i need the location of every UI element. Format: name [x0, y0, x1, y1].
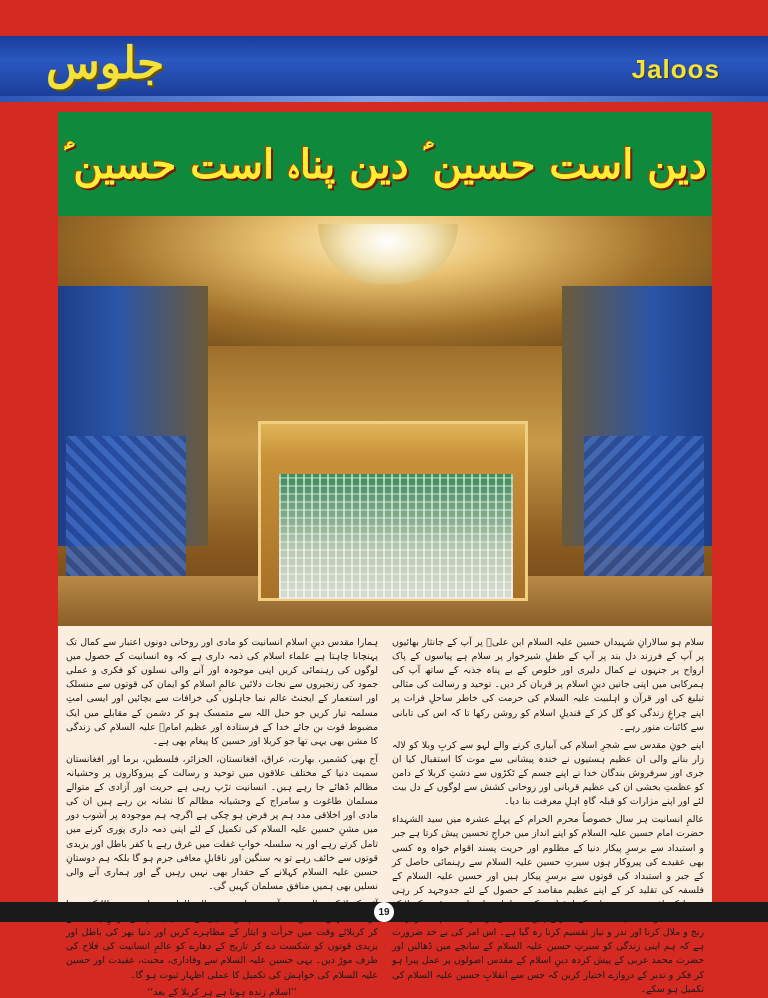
- tiled-wall-right: [562, 286, 712, 546]
- closing-quote: ’’اسلام زندہ ہوتا ہے ہر کربلا کے بعد‘‘: [147, 986, 297, 998]
- paragraph: عالمِ انسانیت ہر سال خصوصاً محرم الحرام کے پہلے عشرہ میں سید الشہداء حضرت امام حسین علیہ السلام کو اپنے انداز میں خراجِ تحسین پیش کرتا ہے جبر و استبداد سے برسرِ پیکار دنیا کے مظلوم اور حریت پسند اقوام خواہ وہ کسی بھی عقیدے کی پیروکار ہوں سیرتِ حسین علیہ السلام سے رہنمائی حاصل کر کے جبر و استبداد کی قوتوں سے برسرِ پیکار ہیں اور حسین علیہ السلام کے فلسفہ کی تقلید کر کے اپنے عظیم مقاصد کے حصول کے لئے جدوجہد کر رہی رنج و ملال کرنا اور نذر و نیاز تقسیم کرنا رہ گیا ہے۔ اس امر کی بے حد ضرورت ہے کہ ہم اپنی زندگی کو سیرتِ حسین علیہ السلام کے سانچے میں ڈھالیں اور حضرت محمد عربی کے پیش کردہ دینِ اسلام کے مقدس اصولوں پر عمل پیرا ہو کر فکر و تدبر کے دروازے اختیار کریں کہ جس سے انقلابِ حسین علیہ السلام کی تکمیل ہو سکے۔: [392, 814, 704, 995]
- article-column-right: [392, 636, 704, 995]
- header-divider: [0, 96, 768, 102]
- shrine-zarih: [258, 421, 528, 601]
- calligraphy-tiles-right: [584, 436, 704, 596]
- shrine-photo: [58, 216, 712, 626]
- article-column-left: [66, 636, 378, 998]
- title-banner: [58, 112, 712, 216]
- page-number: 19: [374, 902, 394, 922]
- banner-title: دین است حسین ؑ دین پناہ است حسین ؑ: [63, 140, 707, 188]
- paragraph: کر کربلائے وقت میں جرأت و ایثار کے مظاہرے کریں اور دنیا بھر کی باطل اور یزیدی قوتوں کو شکست دے کر تاریخ کے دھارے کو عالمِ انسانیت کی فلاح کی طرف موڑ دیں۔ یہی حسین علیہ السلام سے وفاداری، محبت، عقیدت اور حسین علیہ السلام کی خواہش کی تکمیل کا عملی اظہار ثبوت ہو گا۔: [66, 927, 378, 981]
- paragraph: سلام ہو سالارانِ شہیداں حسین علیہ السلام ابن علیؑ پر آپ کے جانثار بھائیوں پر آپ کے فرزند دل بند پر آپ کے طفلِ شیرخوار پر سلام ہے پیاسوں کے پاک ارواح پر جنہوں نے کمال دلیری اور خلوص کے بے پناہ جذبہ کے ساتھ آپ کی ہمرکابی میں اپنی جانیں دینِ اسلام پر قربان کر دیں۔ توحید و رسالت کی مثالی تبلیغ کی اور قرآن و اہلبیت علیہ السلام کی حرمت کی خاطر ساحلِ فرات پر اپنے چراغِ زندگی کو گل کر کے قندیلِ اسلام کو روشن رکھا تا کہ اس کی تابانی سے کائنات منور رہے۔: [392, 637, 704, 733]
- shrine-grille: [279, 474, 513, 599]
- top-strip: [0, 0, 768, 36]
- calligraphy-tiles-left: [66, 436, 186, 596]
- paragraph: آج بھی کشمیر، بھارت، عراق، افغانستان، الجزائر، فلسطین، برما اور افغانستان سمیت دنیا کے مختلف علاقوں میں توحید و رسالت کے پیروکاروں پر وحشیانہ مظالم ڈھائے جا رہے ہیں۔ انسانیت تڑپ رہی ہے حریت اور آزادی کے متوالے مسلمان طاغوت و سامراج کے وحشیانہ مظالم کا نشانہ بن رہے ہیں ان کی مادی اور اخلاقی مدد ہم پر فرض ہو چکی ہے اگرچہ ہم موجودہ پر آشوب دور میں مشنِ حسین علیہ السلام کی تکمیل کے لئے اپنی ذمہ داری پوری کرنے میں تامل کرتے رہے اور یہ سلسلہ خوابِ غفلت میں غرق رہے یا کفر باطل اور یزیدی قوتوں سے خائف رہے تو یہ سنگین اور ناقابلِ معافی جرم ہو گا بلکہ ہم دوستانِ حسین علیہ السلام کہلانے کے حقدار بھی نہیں رہیں گے اور ہماری آنے والی نسلیں بھی ہمیں منافق مسلمان کہیں گی۔: [66, 753, 378, 892]
- page-footer: [0, 902, 768, 922]
- paragraph: اپنے خونِ مقدس سے شجرِ اسلام کی آبیاری کرنے والے لہو سے کربِ وبلا کو لالہ زار بنانے والی ان عظیم ہستیوں نے خندہ پیشانی سے موت کا استقبال کیا ان جری اور سرفروش بندگان خدا نے اپنے جسم کے ٹکڑوں سے دشتِ کربلا کے دامن کو عظمتِ بخشی ان کی عظیم قربانی اور روحانی کشش سے لوگوں کے دل بیت لئے اور اپنے مزارات کو قبلہ گاہِ اہلِ معرفت بنا دیا۔: [392, 739, 704, 808]
- brand-logo-urdu: جلوس: [46, 38, 165, 89]
- brand-name-english: Jaloos: [631, 54, 720, 84]
- paragraph: ہمارا مقدس دینِ اسلام انسانیت کو مادی اور روحانی دونوں اعتبار سے کمال تک پہنچانا چاہتا ہے علماء اسلام کی ذمہ داری ہے کہ وہ انسانیت کے حصول میں لوگوں کی رہنمائی کریں اپنی موجودہ اور آنے والی نسلوں کو فکری و عملی جمود کی زنجیروں سے نجات دلائیں عالمِ اسلام کو ایمان کی قوتوں سے منسلک اور استعمار کے ایجنٹ عالم نما جاہلوں کی خرافات سے بچائیں اور ایسی امتِ مسلمہ تیار کریں جو حبل اللہ سے متمسک ہو کر دشمن کے مقابلے میں ایک مضبوط قوت بن جائے خدا کے فرستادہ اور عظیم امامؑ علیہ السلام کی زندگی کا مشن بھی یہی تھا جو کربلا اور حسین کا پیغام بھی ہے۔: [66, 637, 378, 747]
- tiled-wall-left: [58, 286, 208, 546]
